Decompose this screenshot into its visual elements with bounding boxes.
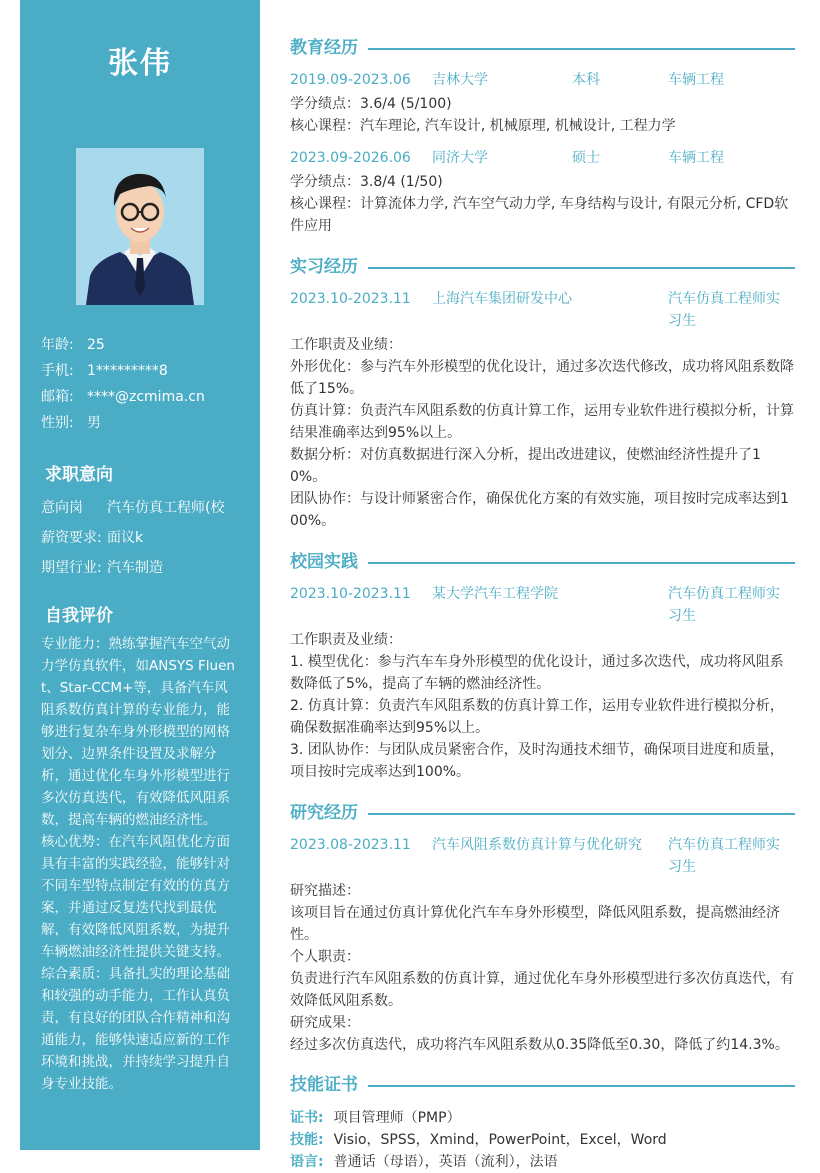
- edu-gpa: 学分绩点：3.6/4 (5/100): [290, 96, 452, 112]
- edu-courses: 核心课程：汽车理论, 汽车设计, 机械原理, 机械设计, 工程力学: [290, 118, 676, 134]
- section-divider: [368, 267, 795, 269]
- edu-school: 吉林大学: [432, 72, 488, 88]
- edu-courses: 核心课程：计算流体力学, 汽车空气动力学, 车身结构与设计, 有限元分析, CFD软件应用: [290, 196, 789, 234]
- research-topic: 汽车风阻系数仿真计算与优化研究: [432, 837, 642, 853]
- research-period: 2023.08-2023.11: [290, 837, 411, 853]
- education-title: 教育经历: [290, 36, 366, 60]
- gender-label: 性别:: [41, 415, 74, 431]
- intent-info: [41, 498, 251, 588]
- self-eval-p3: 综合素质：具备扎实的理论基础和较强的动手能力，工作认真负责，有良好的团队合作精神和沟通能力，能够快速适应新的工作环境和挑战，并持续学习提升自身专业技能。: [41, 966, 230, 1092]
- section-divider: [368, 48, 795, 50]
- phone-value: 1*********8: [87, 363, 168, 379]
- edu-degree: 硕士: [572, 150, 600, 166]
- email-value: ****@zcmima.cn: [87, 389, 205, 405]
- intent-industry-value: 汽车制造: [107, 560, 163, 576]
- edu-degree: 本科: [572, 72, 600, 88]
- research-line: 研究描述：: [290, 883, 360, 899]
- intent-position-label: 意向岗: [41, 500, 83, 516]
- internship-line: 外形优化：参与汽车外形模型的优化设计，通过多次迭代修改，成功将风阻系数降低了15%。: [290, 359, 794, 397]
- campus-line: 2. 仿真计算：负责汽车风阻系数的仿真计算工作，运用专业软件进行模拟分析，确保数据准确率达到95%以上。: [290, 698, 784, 736]
- skill-value: Visio，SPSS，Xmind，PowerPoint，Excel，Word: [333, 1132, 667, 1148]
- age-value: 25: [87, 337, 105, 353]
- education-header: [290, 36, 795, 60]
- lang-value: 普通话（母语），英语（流利），法语: [333, 1154, 558, 1170]
- skills-title: 技能证书: [290, 1073, 366, 1097]
- campus-header: [290, 550, 795, 574]
- section-divider: [368, 1085, 795, 1087]
- campus-org: 某大学汽车工程学院: [432, 586, 558, 602]
- edu-major: 车辆工程: [668, 150, 724, 166]
- campus-line: 3. 团队协作：与团队成员紧密合作，及时沟通技术细节，确保项目进度和质量，项目按时完成率达到100%。: [290, 742, 784, 780]
- internship-org: 上海汽车集团研发中心: [432, 291, 572, 307]
- intent-salary-row: [41, 528, 251, 558]
- campus-line: 工作职责及业绩：: [290, 632, 402, 648]
- intent-industry-row: [41, 558, 251, 588]
- phone-row: [41, 361, 251, 387]
- internship-detail: [290, 334, 795, 532]
- campus-title: 校园实践: [290, 550, 366, 574]
- cert-label: 证书:: [290, 1110, 324, 1126]
- skill-tools-row: [290, 1129, 795, 1151]
- research-line: 经过多次仿真迭代，成功将汽车风阻系数从0.35降低至0.30，降低了约14.3%。: [290, 1037, 789, 1053]
- age-label: 年龄:: [41, 337, 74, 353]
- section-divider: [368, 562, 795, 564]
- gender-value: 男: [87, 415, 101, 431]
- internship-header: [290, 255, 795, 279]
- internship-line: 工作职责及业绩：: [290, 337, 402, 353]
- edu-detail-1: [290, 93, 795, 137]
- intent-salary-value: 面议k: [107, 530, 144, 546]
- campus-role: 汽车仿真工程师实习生: [668, 586, 780, 624]
- name-heading: 张伟: [108, 46, 172, 81]
- section-divider: [368, 813, 795, 815]
- research-line: 个人职责：: [290, 949, 360, 965]
- internship-title: 实习经历: [290, 255, 366, 279]
- email-row: [41, 387, 251, 413]
- internship-line: 仿真计算：负责汽车风阻系数的仿真计算工作，运用专业软件进行模拟分析，计算结果准确率达到95%以上。: [290, 403, 794, 441]
- email-label: 邮箱:: [41, 389, 74, 405]
- edu-period: 2023.09-2026.06: [290, 150, 411, 166]
- edu-gpa: 学分绩点：3.8/4 (1/50): [290, 174, 443, 190]
- campus-line: 1. 模型优化：参与汽车车身外形模型的优化设计，通过多次迭代，成功将风阻系数降低了5%，提高了车辆的燃油经济性。: [290, 654, 784, 692]
- intent-position-value: 汽车仿真工程师(校: [107, 500, 225, 516]
- research-line: 该项目旨在通过仿真计算优化汽车车身外形模型，降低风阻系数，提高燃油经济性。: [290, 905, 780, 943]
- research-line: 研究成果：: [290, 1015, 360, 1031]
- sidebar: [20, 0, 260, 1150]
- campus-detail: [290, 629, 795, 783]
- self-eval-p1: 专业能力：熟练掌握汽车空气动力学仿真软件，如ANSYS Fluent、Star-CCM+等，具备汽车风阻系数仿真计算的专业能力，能够进行复杂车身外形模型的网格划分、边界条件设置及求解分析，通过优化车身外形模型进行多次仿真迭代，有效降低风阻系数，提高车辆的燃油经济性。: [41, 636, 235, 828]
- avatar: [76, 148, 204, 305]
- internship-line: 数据分析：对仿真数据进行深入分析，提出改进建议，使燃油经济性提升了10%。: [290, 447, 761, 485]
- research-line: 负责进行汽车风阻系数的仿真计算，通过优化车身外形模型进行多次仿真迭代，有效降低风阻系数。: [290, 971, 794, 1009]
- campus-period: 2023.10-2023.11: [290, 586, 411, 602]
- internship-period: 2023.10-2023.11: [290, 291, 411, 307]
- lang-label: 语言:: [290, 1154, 324, 1170]
- skill-lang-row: [290, 1151, 795, 1173]
- intent-salary-label: 薪资要求:: [41, 530, 102, 546]
- research-header: [290, 801, 795, 825]
- research-title: 研究经历: [290, 801, 366, 825]
- edu-period: 2019.09-2023.06: [290, 72, 411, 88]
- phone-label: 手机:: [41, 363, 74, 379]
- internship-role: 汽车仿真工程师实习生: [668, 291, 780, 329]
- skills-header: [290, 1073, 795, 1097]
- intent-title: 求职意向: [45, 465, 113, 485]
- cert-value: 项目管理师（PMP）: [333, 1110, 461, 1126]
- intent-industry-label: 期望行业:: [41, 560, 102, 576]
- skill-cert-row: [290, 1107, 795, 1129]
- self-eval-title: 自我评价: [45, 606, 113, 626]
- basic-info: [41, 335, 251, 439]
- edu-school: 同济大学: [432, 150, 488, 166]
- research-role: 汽车仿真工程师实习生: [668, 837, 780, 875]
- internship-line: 团队协作：与设计师紧密合作，确保优化方案的有效实施，项目按时完成率达到100%。: [290, 491, 789, 529]
- self-eval-text: [41, 633, 240, 1095]
- skill-label: 技能:: [290, 1132, 324, 1148]
- age-row: [41, 335, 251, 361]
- self-eval-p2: 核心优势：在汽车风阻优化方面具有丰富的实践经验，能够针对不同车型特点制定有效的仿真方案，并通过反复迭代找到最优解，有效降低风阻系数，为提升车辆燃油经济性提供关键支持。: [41, 834, 230, 960]
- edu-major: 车辆工程: [668, 72, 724, 88]
- gender-row: [41, 413, 251, 439]
- research-detail: [290, 880, 795, 1056]
- intent-position-row: [41, 498, 251, 528]
- edu-detail-2: [290, 171, 795, 237]
